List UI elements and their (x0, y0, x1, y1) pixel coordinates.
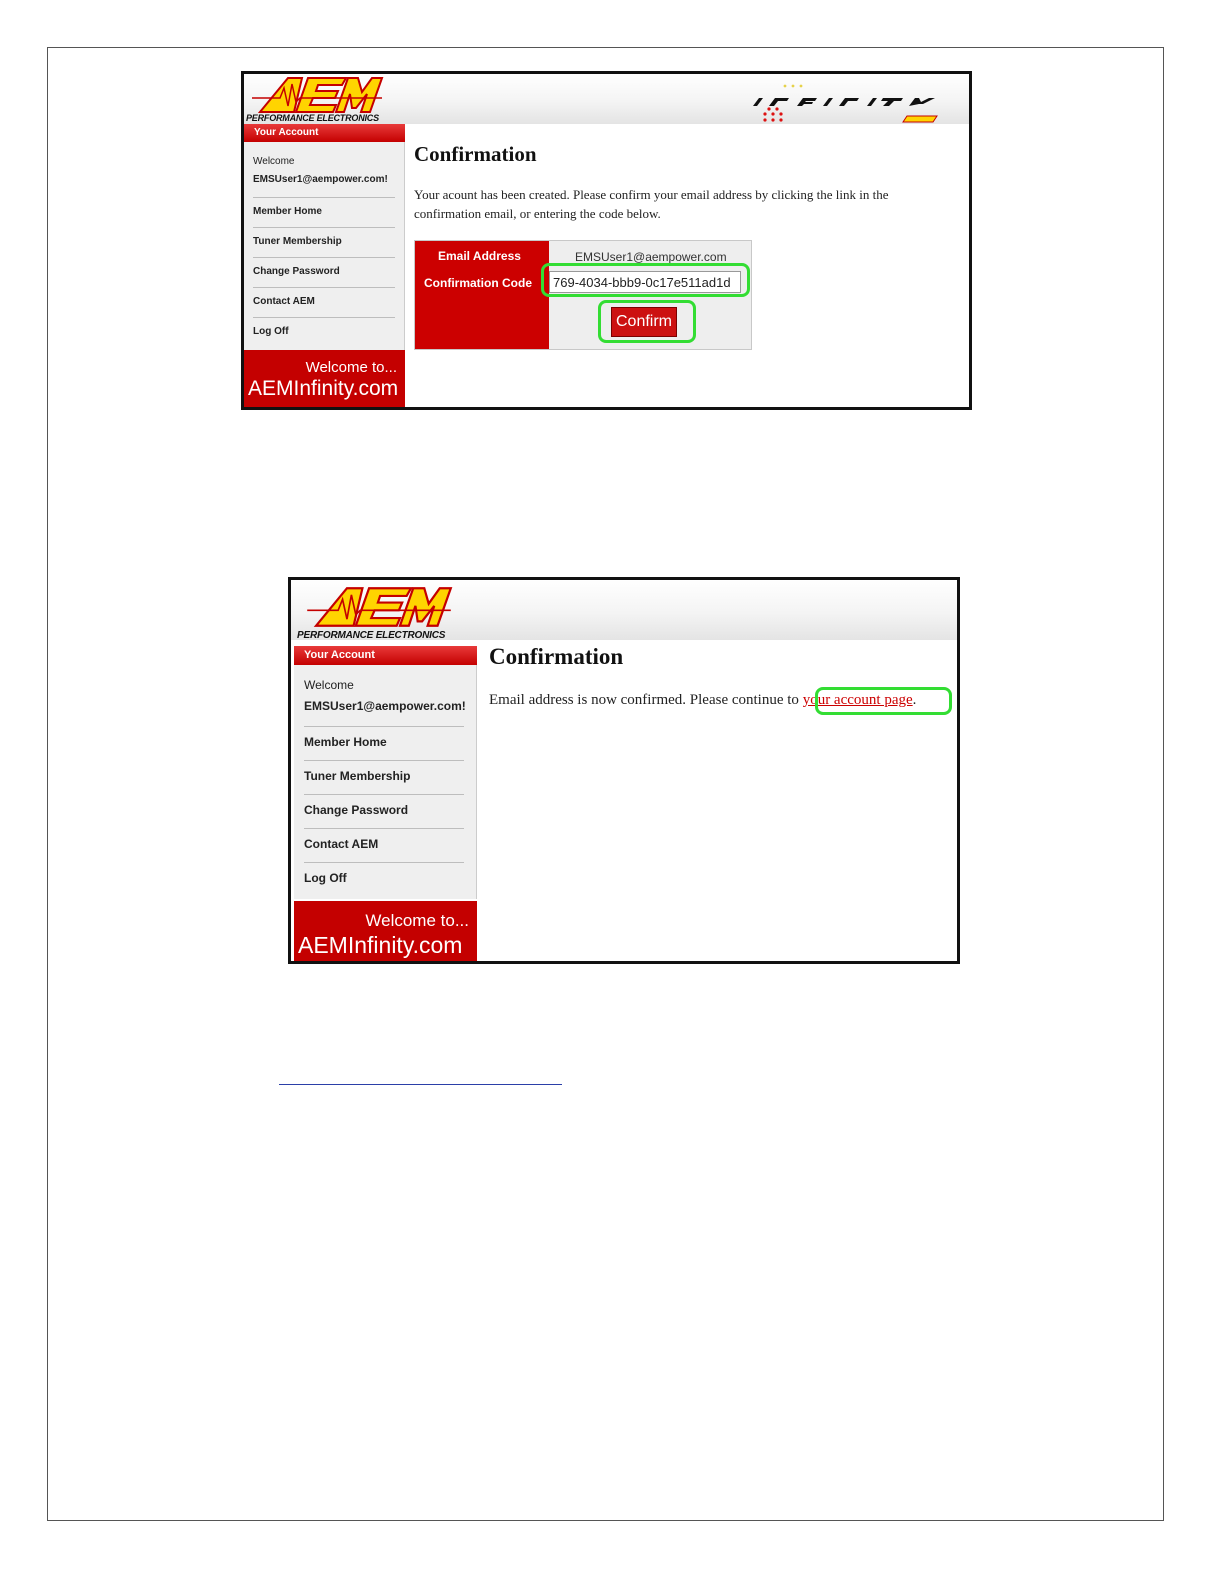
sidebar-user-email: EMSUser1@aempower.com! (253, 174, 388, 185)
sidebar-item-contact-aem[interactable]: Contact AEM (253, 296, 315, 307)
confirmation-form (414, 240, 752, 350)
confirmation-code-label: Confirmation Code (424, 276, 532, 290)
sidebar-item-change-password[interactable]: Change Password (253, 266, 340, 277)
confirm-button[interactable]: Confirm (611, 307, 677, 337)
sidebar-divider (304, 828, 464, 829)
email-address-label: Email Address (438, 249, 521, 263)
sidebar-user-email: EMSUser1@aempower.com! (304, 699, 466, 713)
sidebar-divider (253, 317, 395, 318)
site-name-text: AEMInfinity.com (248, 377, 399, 400)
sidebar-divider (253, 197, 395, 198)
instruction-line-2: confirmation email, or entering the code below. (414, 206, 661, 221)
site-header (291, 580, 957, 640)
sidebar-item-log-off[interactable]: Log Off (304, 871, 347, 885)
confirmation-code-input[interactable] (549, 271, 741, 293)
your-account-bar: Your Account (294, 646, 477, 665)
aem-logo[interactable] (305, 585, 453, 629)
welcome-banner (244, 350, 405, 410)
sidebar-item-change-password[interactable]: Change Password (304, 803, 409, 817)
infinity-logo-graphic (745, 80, 965, 124)
sidebar-item-tuner-membership[interactable]: Tuner Membership (253, 236, 342, 247)
page-title: Confirmation (489, 644, 624, 669)
page-title: Confirmation (414, 142, 537, 166)
sidebar-nav (294, 665, 477, 899)
welcome-banner (294, 901, 477, 961)
your-account-bar: Your Account (244, 124, 405, 142)
sidebar-item-member-home[interactable]: Member Home (304, 735, 387, 749)
aem-logo[interactable] (250, 76, 384, 114)
welcome-to-text: Welcome to... (365, 911, 469, 930)
sidebar-divider (304, 726, 464, 727)
screenshot-email-confirmed (288, 577, 960, 964)
sidebar-item-tuner-membership[interactable]: Tuner Membership (304, 769, 411, 783)
sidebar-welcome-label: Welcome (253, 156, 295, 167)
message-period: . (912, 692, 917, 708)
email-address-value: EMSUser1@aempower.com (575, 250, 727, 264)
sidebar-divider (253, 287, 395, 288)
logo-tagline: PERFORMANCE ELECTRONICS (246, 113, 379, 123)
account-page-link[interactable]: your account page (802, 692, 913, 708)
sidebar-divider (304, 862, 464, 863)
welcome-to-text: Welcome to... (305, 359, 397, 376)
aem-logo-graphic (250, 76, 384, 114)
sidebar (294, 646, 477, 961)
sidebar-item-log-off[interactable]: Log Off (253, 326, 289, 337)
sidebar-divider (253, 227, 395, 228)
sidebar-nav (244, 142, 405, 350)
sidebar-divider (304, 760, 464, 761)
sidebar-divider (304, 794, 464, 795)
document-rule (279, 1084, 562, 1085)
sidebar-welcome-label: Welcome (304, 678, 354, 692)
sidebar-item-member-home[interactable]: Member Home (253, 206, 322, 217)
logo-tagline: PERFORMANCE ELECTRONICS (297, 630, 446, 641)
site-header (244, 74, 969, 124)
screenshot-confirmation-form (241, 71, 972, 410)
confirmed-message-text: Email address is now confirmed. Please continue to (489, 692, 799, 708)
confirmed-message (489, 692, 916, 709)
sidebar-divider (253, 257, 395, 258)
aem-logo-graphic (305, 585, 453, 629)
instruction-line-1: Your acount has been created. Please confirm your email address by clicking the link in the (414, 187, 889, 202)
site-name-text: AEMInfinity.com (298, 932, 463, 958)
sidebar (244, 124, 405, 410)
sidebar-item-contact-aem[interactable]: Contact AEM (304, 837, 379, 851)
infinity-logo (745, 80, 965, 124)
